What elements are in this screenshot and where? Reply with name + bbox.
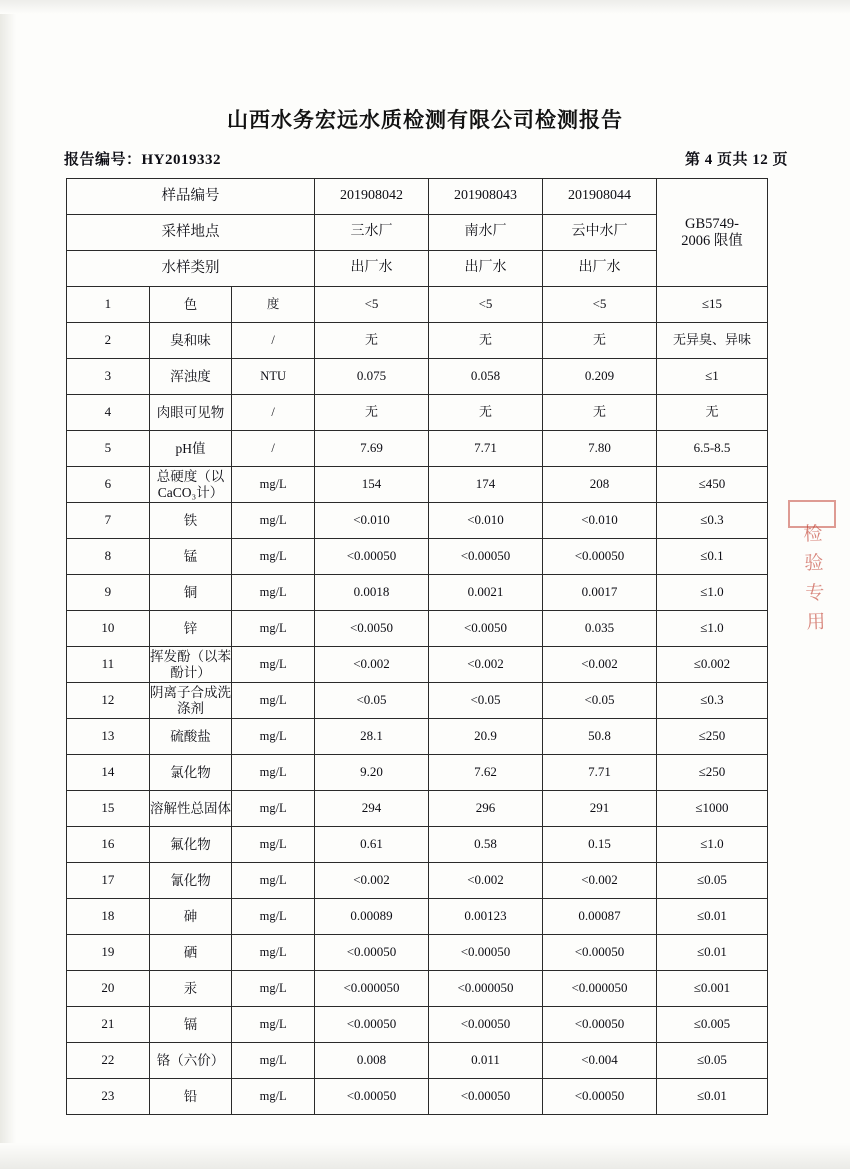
parameter-unit: mg/L — [232, 503, 315, 539]
header-sample-value: 出厂水 — [429, 251, 543, 287]
header-sample-value: 出厂水 — [543, 251, 657, 287]
measurement-value: 0.00123 — [429, 899, 543, 935]
standard-limit-value: ≤0.001 — [657, 971, 768, 1007]
measurement-value: <0.002 — [429, 647, 543, 683]
standard-limit-value: ≤0.01 — [657, 1079, 768, 1115]
row-index: 13 — [67, 719, 150, 755]
parameter-unit: mg/L — [232, 575, 315, 611]
standard-code-line1: GB5749- — [685, 215, 739, 232]
parameter-name: pH值 — [149, 431, 232, 467]
parameter-unit: mg/L — [232, 467, 315, 503]
parameter-name: 镉 — [149, 1007, 232, 1043]
parameter-unit: mg/L — [232, 827, 315, 863]
table-row — [67, 683, 768, 719]
row-index: 20 — [67, 971, 150, 1007]
parameter-name: 锌 — [149, 611, 232, 647]
measurement-value: 0.209 — [543, 359, 657, 395]
standard-limit-value: ≤1.0 — [657, 575, 768, 611]
page-number: 第 4 页共 12 页 — [684, 152, 788, 168]
measurement-value: <5 — [315, 287, 429, 323]
parameter-name: 铬（六价） — [149, 1043, 232, 1079]
table-row — [67, 575, 768, 611]
standard-limit-value: ≤1000 — [657, 791, 768, 827]
parameter-name: 肉眼可见物 — [149, 395, 232, 431]
parameter-unit: mg/L — [232, 971, 315, 1007]
parameter-unit: mg/L — [232, 791, 315, 827]
measurement-value: <0.002 — [543, 863, 657, 899]
measurement-value: 208 — [543, 467, 657, 503]
measurement-value: 0.035 — [543, 611, 657, 647]
measurement-value: 0.0017 — [543, 575, 657, 611]
parameter-unit: / — [232, 431, 315, 467]
standard-limit-value: ≤0.01 — [657, 899, 768, 935]
parameter-unit: mg/L — [232, 1007, 315, 1043]
parameter-name: 铁 — [149, 503, 232, 539]
measurement-value: <0.00050 — [543, 1007, 657, 1043]
water-quality-table — [66, 178, 768, 1115]
measurement-value: 7.62 — [429, 755, 543, 791]
row-index: 4 — [67, 395, 150, 431]
measurement-value: <0.00050 — [315, 935, 429, 971]
row-index: 10 — [67, 611, 150, 647]
standard-limit-value: 6.5-8.5 — [657, 431, 768, 467]
measurement-value: 0.0021 — [429, 575, 543, 611]
parameter-unit: mg/L — [232, 1079, 315, 1115]
standard-limit-header — [657, 179, 768, 287]
parameter-name: 砷 — [149, 899, 232, 935]
measurement-value: <0.000050 — [429, 971, 543, 1007]
parameter-unit: / — [232, 323, 315, 359]
measurement-value: <0.00050 — [543, 935, 657, 971]
table-row — [67, 719, 768, 755]
measurement-value: 7.69 — [315, 431, 429, 467]
row-index: 17 — [67, 863, 150, 899]
measurement-value: <0.00050 — [543, 1079, 657, 1115]
measurement-value: 0.0018 — [315, 575, 429, 611]
measurement-value: <0.00050 — [429, 1079, 543, 1115]
measurement-value: <0.002 — [543, 647, 657, 683]
table-row — [67, 1079, 768, 1115]
parameter-name: 臭和味 — [149, 323, 232, 359]
measurement-value: <0.05 — [429, 683, 543, 719]
standard-limit-value: ≤0.05 — [657, 863, 768, 899]
measurement-value: <0.002 — [315, 647, 429, 683]
row-index: 2 — [67, 323, 150, 359]
measurement-value: 7.71 — [543, 755, 657, 791]
table-row — [67, 395, 768, 431]
measurement-value: 0.58 — [429, 827, 543, 863]
parameter-unit: mg/L — [232, 755, 315, 791]
measurement-value: 291 — [543, 791, 657, 827]
measurement-value: <0.00050 — [543, 539, 657, 575]
scan-edge-bottom — [0, 1143, 850, 1169]
standard-limit-value: ≤0.005 — [657, 1007, 768, 1043]
standard-limit-value: ≤0.3 — [657, 503, 768, 539]
table-row — [67, 647, 768, 683]
measurement-value: 28.1 — [315, 719, 429, 755]
standard-limit-value: ≤1 — [657, 359, 768, 395]
table-row — [67, 323, 768, 359]
measurement-value: 0.058 — [429, 359, 543, 395]
measurement-value: 20.9 — [429, 719, 543, 755]
row-index: 6 — [67, 467, 150, 503]
standard-limit-value: ≤1.0 — [657, 611, 768, 647]
standard-limit-value: ≤0.3 — [657, 683, 768, 719]
parameter-name: 溶解性总固体 — [149, 791, 232, 827]
measurement-value: <0.00050 — [429, 1007, 543, 1043]
parameter-name: 铅 — [149, 1079, 232, 1115]
header-sample-value: 云中水厂 — [543, 215, 657, 251]
parameter-unit: 度 — [232, 287, 315, 323]
table-row — [67, 359, 768, 395]
table-row — [67, 935, 768, 971]
measurement-value: <0.00050 — [315, 1007, 429, 1043]
parameter-unit: mg/L — [232, 899, 315, 935]
parameter-name: 浑浊度 — [149, 359, 232, 395]
row-index: 11 — [67, 647, 150, 683]
table-row — [67, 755, 768, 791]
parameter-name: 氰化物 — [149, 863, 232, 899]
header-sample-value: 201908043 — [429, 179, 543, 215]
parameter-unit: mg/L — [232, 683, 315, 719]
scan-edge-top — [0, 0, 850, 14]
row-index: 19 — [67, 935, 150, 971]
measurement-value: <0.004 — [543, 1043, 657, 1079]
table-row — [67, 611, 768, 647]
table-header-row — [67, 179, 768, 215]
parameter-name: 阴离子合成洗涤剂 — [149, 683, 232, 719]
header-sample-value: 201908044 — [543, 179, 657, 215]
table-row — [67, 827, 768, 863]
header-label: 样品编号 — [67, 179, 315, 215]
measurement-value: <0.0050 — [315, 611, 429, 647]
measurement-value: 0.008 — [315, 1043, 429, 1079]
measurement-value: <0.002 — [315, 863, 429, 899]
measurement-value: 7.80 — [543, 431, 657, 467]
parameter-name: 硒 — [149, 935, 232, 971]
row-index: 21 — [67, 1007, 150, 1043]
report-number: 报告编号：HY2019332 — [64, 152, 222, 168]
measurement-value: <0.00050 — [429, 539, 543, 575]
parameter-unit: / — [232, 395, 315, 431]
measurement-value: 无 — [429, 395, 543, 431]
measurement-value: <0.000050 — [315, 971, 429, 1007]
standard-limit-value: ≤0.05 — [657, 1043, 768, 1079]
parameter-name: 氟化物 — [149, 827, 232, 863]
row-index: 9 — [67, 575, 150, 611]
standard-limit-value: ≤0.002 — [657, 647, 768, 683]
page-title: 山西水务宏远水质检测有限公司检测报告 — [227, 109, 623, 132]
row-index: 15 — [67, 791, 150, 827]
measurement-value: 0.00089 — [315, 899, 429, 935]
parameter-name: 氯化物 — [149, 755, 232, 791]
row-index: 3 — [67, 359, 150, 395]
header-sample-value: 出厂水 — [315, 251, 429, 287]
measurement-value: <0.05 — [315, 683, 429, 719]
parameter-unit: NTU — [232, 359, 315, 395]
measurement-value: <0.00050 — [315, 1079, 429, 1115]
measurement-value: <0.002 — [429, 863, 543, 899]
table-row — [67, 467, 768, 503]
parameter-unit: mg/L — [232, 647, 315, 683]
standard-limit-value: 无异臭、异味 — [657, 323, 768, 359]
header-sample-value: 201908042 — [315, 179, 429, 215]
header-sample-value: 南水厂 — [429, 215, 543, 251]
measurement-value: 0.00087 — [543, 899, 657, 935]
measurement-value: 9.20 — [315, 755, 429, 791]
row-index: 8 — [67, 539, 150, 575]
standard-limit-value: ≤15 — [657, 287, 768, 323]
table-row — [67, 1043, 768, 1079]
inspection-stamp: 检验专用 — [803, 523, 827, 634]
measurement-value: 174 — [429, 467, 543, 503]
standard-limit-value: ≤250 — [657, 755, 768, 791]
parameter-name: 硫酸盐 — [149, 719, 232, 755]
standard-limit-value: ≤0.1 — [657, 539, 768, 575]
standard-code-line2: 2006 限值 — [681, 232, 743, 249]
measurement-value: 296 — [429, 791, 543, 827]
row-index: 22 — [67, 1043, 150, 1079]
measurement-value: 154 — [315, 467, 429, 503]
standard-limit-value: ≤250 — [657, 719, 768, 755]
parameter-unit: mg/L — [232, 719, 315, 755]
measurement-value: <0.00050 — [315, 539, 429, 575]
row-index: 18 — [67, 899, 150, 935]
measurement-value: <0.010 — [543, 503, 657, 539]
table-row — [67, 431, 768, 467]
parameter-name: 色 — [149, 287, 232, 323]
standard-limit-value: 无 — [657, 395, 768, 431]
parameter-unit: mg/L — [232, 1043, 315, 1079]
parameter-unit: mg/L — [232, 935, 315, 971]
parameter-unit: mg/L — [232, 611, 315, 647]
measurement-value: <0.010 — [429, 503, 543, 539]
table-row — [67, 863, 768, 899]
row-index: 7 — [67, 503, 150, 539]
header-sample-value: 三水厂 — [315, 215, 429, 251]
parameter-name: 总硬度（以CaCO₃计） — [149, 467, 232, 503]
parameter-unit: mg/L — [232, 863, 315, 899]
measurement-value: 无 — [543, 395, 657, 431]
measurement-value: <5 — [543, 287, 657, 323]
row-index: 12 — [67, 683, 150, 719]
header-label: 水样类别 — [67, 251, 315, 287]
measurement-value: 无 — [543, 323, 657, 359]
measurement-value: 294 — [315, 791, 429, 827]
standard-limit-value: ≤450 — [657, 467, 768, 503]
standard-limit-value: ≤1.0 — [657, 827, 768, 863]
table-row — [67, 287, 768, 323]
table-row — [67, 899, 768, 935]
measurement-value: <0.000050 — [543, 971, 657, 1007]
scan-edge-left — [0, 0, 16, 1169]
parameter-name: 汞 — [149, 971, 232, 1007]
row-index: 14 — [67, 755, 150, 791]
measurement-value: <0.05 — [543, 683, 657, 719]
table-row — [67, 503, 768, 539]
parameter-name: 挥发酚（以苯酚计） — [149, 647, 232, 683]
row-index: 23 — [67, 1079, 150, 1115]
parameter-name: 锰 — [149, 539, 232, 575]
measurement-value: <0.00050 — [429, 935, 543, 971]
table-row — [67, 791, 768, 827]
measurement-value: <0.0050 — [429, 611, 543, 647]
table-row — [67, 539, 768, 575]
measurement-value: 0.011 — [429, 1043, 543, 1079]
parameter-name: 铜 — [149, 575, 232, 611]
row-index: 1 — [67, 287, 150, 323]
measurement-value: 0.075 — [315, 359, 429, 395]
row-index: 16 — [67, 827, 150, 863]
standard-limit-value: ≤0.01 — [657, 935, 768, 971]
measurement-value: 0.15 — [543, 827, 657, 863]
header-label: 采样地点 — [67, 215, 315, 251]
measurement-value: <5 — [429, 287, 543, 323]
measurement-value: 无 — [315, 395, 429, 431]
measurement-value: 无 — [315, 323, 429, 359]
measurement-value: 无 — [429, 323, 543, 359]
row-index: 5 — [67, 431, 150, 467]
measurement-value: 0.61 — [315, 827, 429, 863]
document-meta — [64, 148, 788, 169]
table-row — [67, 971, 768, 1007]
parameter-unit: mg/L — [232, 539, 315, 575]
measurement-value: <0.010 — [315, 503, 429, 539]
measurement-value: 50.8 — [543, 719, 657, 755]
table-row — [67, 1007, 768, 1043]
measurement-value: 7.71 — [429, 431, 543, 467]
